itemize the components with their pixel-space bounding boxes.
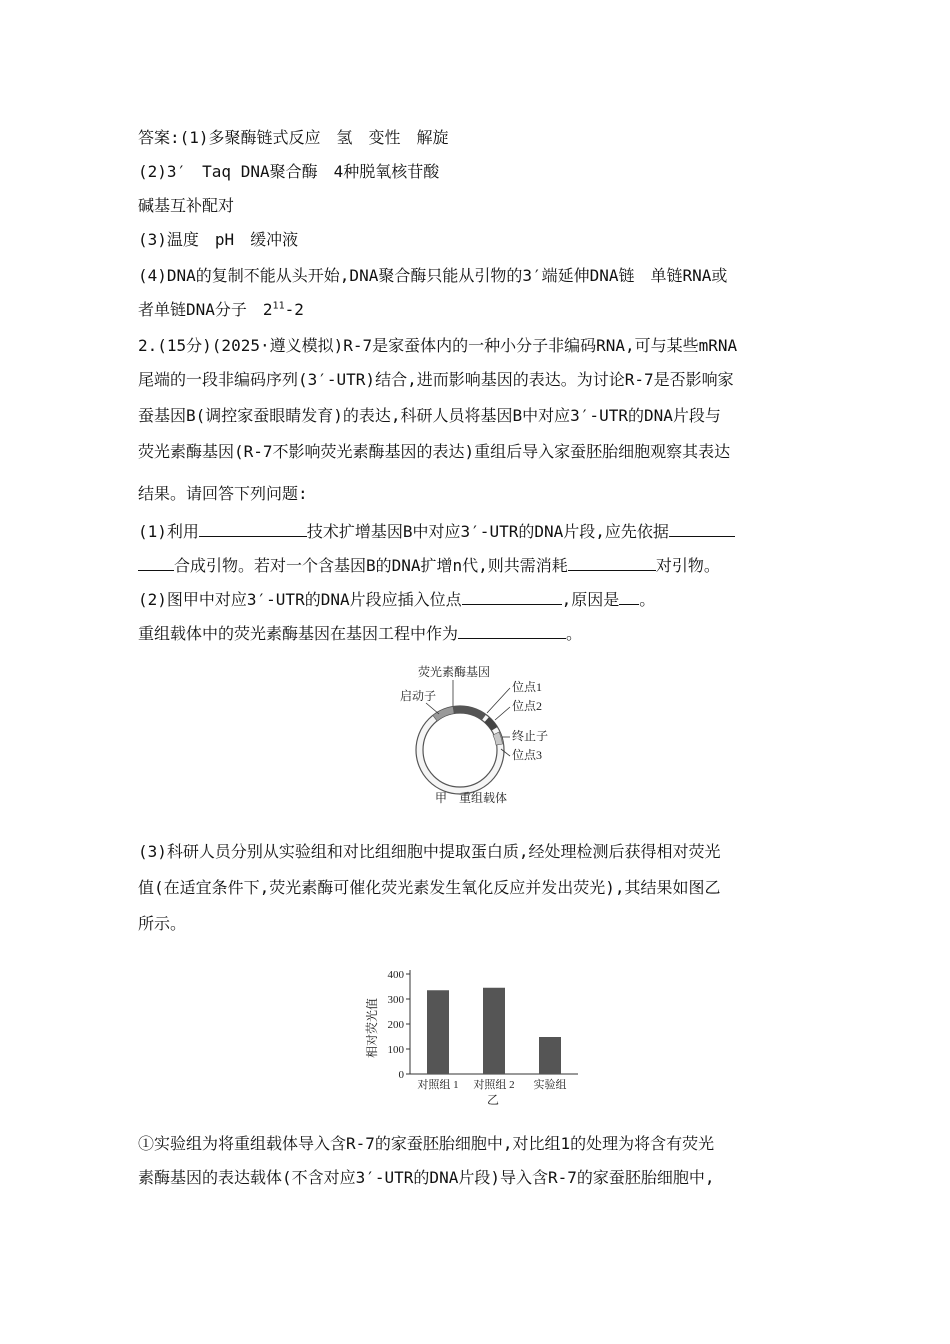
chart-y-tick-label: 200 [387,1019,404,1031]
sub-question-2-lead2: 重组载体中的荧光素酶基因在基因工程中作为 [138,624,459,643]
answer-line-2: (2)3′ Taq DNA聚合酶 4种脱氧核苷酸 [138,162,440,181]
sub-question-2-end2: 。 [566,624,583,643]
chart-category-label: 实验组 [533,1079,567,1091]
promoter-label: 启动子 [400,689,437,703]
chart-bar [427,990,449,1074]
site-2-label: 位点2 [512,699,543,713]
answer-line-1: 答案:(1)多聚酶链式反应 氢 变性 解旋 [138,128,449,147]
answer-blank-2b[interactable] [138,556,174,571]
question-2-line-2: 尾端的一段非编码序列(3′-UTR)结合,进而影响基因的表达。为讨论R-7是否影响家 [138,370,734,389]
sub-question-3-line-2: 值(在适宜条件下,荧光素酶可催化荧光素发生氧化反应并发出荧光),其结果如图乙 [138,878,721,897]
answer-line-6-tail: -2 [284,300,304,319]
sub-question-3-line-1: (3)科研人员分别从实验组和对比组细胞中提取蛋白质,经处理检测后获得相对荧光 [138,842,721,861]
answer-blank-5[interactable] [619,590,639,605]
answer-line-6-text: 者单链DNA分子 2 [138,300,273,319]
chart-bars [427,988,561,1074]
chart-y-tick-label: 400 [387,969,404,981]
sub-question-1-mid: 技术扩增基因B中对应3′-UTR的DNA片段,应先依据 [306,522,669,541]
site-1-label: 位点1 [512,680,543,694]
site-2-pointer [495,707,510,720]
question-2-line-3: 蚕基因B(调控家蚕眼睛发育)的表达,科研人员将基因B中对应3′-UTR的DNA片段与 [138,406,721,425]
sub-question-1-lead: (1)利用 [138,522,199,541]
chart-category-label: 对照组 2 [473,1079,515,1091]
chart-y-tick-label: 300 [387,994,404,1006]
answer-blank-2a[interactable] [669,522,735,537]
answer-blank-6[interactable] [458,624,566,639]
promoter-pointer [426,703,439,714]
site-1-pointer [487,688,510,713]
figure-jia-vector-diagram [360,660,590,810]
answer-line-6-exponent: 11 [272,300,285,312]
luciferase-gene-label: 荧光素酶基因 [418,665,491,679]
figure-jia-caption: 甲 重组载体 [435,791,508,805]
answer-line-5: (4)DNA的复制不能从头开始,DNA聚合酶只能从引物的3′端延伸DNA链 单链RNA或 [138,266,728,285]
sub-question-2-line-2 [138,624,582,644]
sub-question-3-line-5: 素酶基因的表达载体(不含对应3′-UTR的DNA片段)导入含R-7的家蚕胚胎细胞中, [138,1168,715,1187]
sub-question-3-line-4: ①实验组为将重组载体导入含R-7的家蚕胚胎细胞中,对比组1的处理为将含有荧光 [138,1134,715,1153]
answer-blank-3[interactable] [568,556,656,571]
answer-line-6 [138,300,304,320]
sub-question-2-lead: (2)图甲中对应3′-UTR的DNA片段应插入位点 [138,590,462,609]
site-3-label: 位点3 [512,748,543,762]
chart-bar [539,1037,561,1074]
sub-question-2-end: 。 [639,590,656,609]
chart-y-axis-label: 相对荧光值 [365,997,379,1059]
question-2-line-1: 2.(15分)(2025·遵义模拟)R-7是家蚕体内的一种小分子非编码RNA,可与某些mRNA [138,336,738,355]
chart-category-label: 对照组 1 [417,1079,459,1091]
answer-blank-1[interactable] [199,522,307,537]
sub-question-1-tail: 对引物。 [655,556,720,575]
sub-question-2-mid: ,原因是 [561,590,620,609]
answer-line-3: 碱基互补配对 [138,196,235,215]
plasmid-inner-ring [423,713,497,787]
figure-yi-bar-chart [360,960,590,1110]
question-2-line-5: 结果。请回答下列问题: [138,484,308,503]
terminator-label: 终止子 [512,729,549,743]
sub-question-2-line-1 [138,590,655,610]
sub-question-3-line-3: 所示。 [138,914,187,933]
chart-y-tick-label: 0 [398,1069,404,1081]
figure-yi-caption: 乙 [486,1093,500,1107]
sub-question-1-mid2: 合成引物。若对一个含基因B的DNA扩增n代,则共需消耗 [174,556,568,575]
answer-line-4: (3)温度 pH 缓冲液 [138,230,299,249]
chart-bar [483,988,505,1074]
answer-blank-4[interactable] [462,590,562,605]
sub-question-1-line-2 [138,556,720,576]
sub-question-1-line-1 [138,522,735,542]
question-2-line-4: 荧光素酶基因(R-7不影响荧光素酶基因的表达)重组后导入家蚕胚胎细胞观察其表达 [138,442,731,461]
chart-y-tick-label: 100 [387,1044,404,1056]
